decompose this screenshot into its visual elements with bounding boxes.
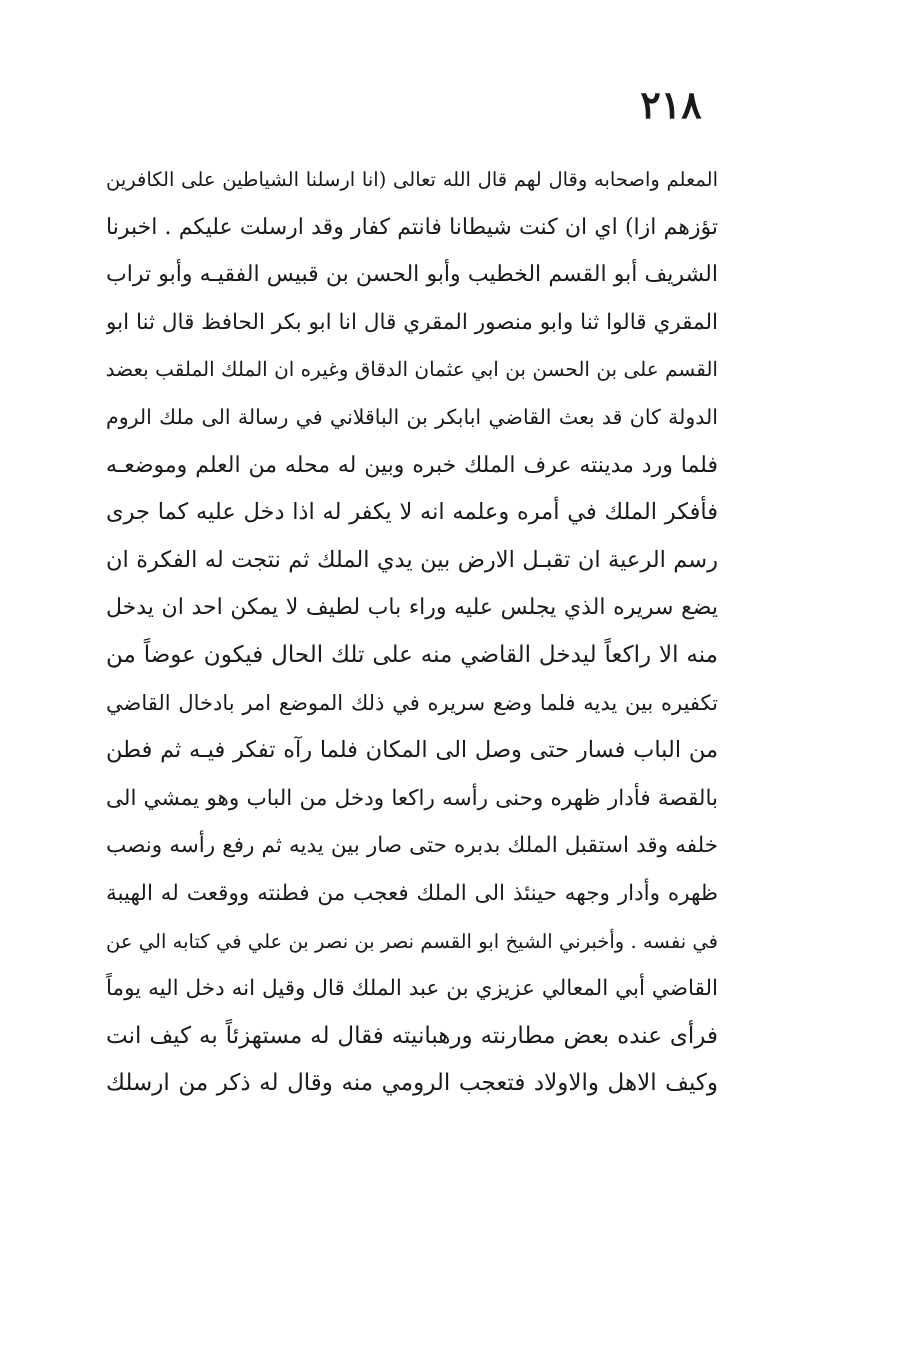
text-line: الدولة كان قد بعث القاضي ابابكر بن الباقلاني في رسالة الى ملك الروم <box>106 404 718 429</box>
text-line: ظهره وأدار وجهه حينئذ الى الملك فعجب من فطنته ووقعت له الهيبة <box>106 880 718 906</box>
text-line: تؤزهم ازا) اي ان كنت شيطانا فانتم كفار وقد ارسلت عليكم . اخبرنا <box>106 214 718 240</box>
text-line: المعلم واصحابه وقال لهم قال الله تعالى (انا ارسلنا الشياطين على الكافرين <box>106 168 718 191</box>
text-line: المقري قالوا ثنا وابو منصور المقري قال انا ابو بكر الحافظ قال ثنا ابو <box>106 309 718 335</box>
text-line: فرأى عنده بعض مطارنته ورهبانيته فقال له مستهزئاً به كيف انت <box>106 1022 718 1049</box>
text-line: يضع سريره الذي يجلس عليه وراء باب لطيف لا يمكن احد ان يدخل <box>106 595 718 621</box>
text-line: بالقصة فأدار ظهره وحنى رأسه راكعا ودخل من الباب وهو يمشي الى <box>106 785 718 811</box>
text-line: رسم الرعية ان تقبـل الارض بين يدي الملك ثم نتجت له الفكرة ان <box>106 546 718 573</box>
text-line: القاضي أبي المعالي عزيزي بن عبد الملك قال وقيل انه دخل اليه يوماً <box>106 976 718 1002</box>
text-line: من الباب فسار حتى وصل الى المكان فلما رآه تفكر فيـه ثم فطن <box>106 737 718 764</box>
text-line: وكيف الاهل والاولاد فتعجب الرومي منه وقال له ذكر من ارسلك <box>106 1070 718 1097</box>
text-line: القسم على بن الحسن بن ابي عثمان الدقاق وغيره ان الملك الملقب بعضد <box>106 357 718 382</box>
text-line: فأفكر الملك في أمره وعلمه انه لا يكفر له اذا دخل عليه كما جرى <box>106 499 718 526</box>
page-number: ٢١٨ <box>640 82 702 127</box>
text-line: خلفه وقد استقبل الملك بدبره حتى صار بين يديه ثم رفع رأسه ونصب <box>106 833 718 859</box>
text-line: منه الا راكعاً ليدخل القاضي منه على تلك الحال فيكون عوضاً من <box>106 641 718 668</box>
text-line: تكفيره بين يديه فلما وضع سريره في ذلك الموضع امر بادخال القاضي <box>106 690 718 715</box>
text-line: الشريف أبو القسم الخطيب وأبو الحسن بن قبيس الفقيـه وأبو تراب <box>106 262 718 288</box>
body-text <box>106 156 718 1108</box>
text-line: فلما ورد مدينته عرف الملك خبره وبين له محله من العلم وموضعـه <box>106 452 718 478</box>
text-line: في نفسه . وأخبرني الشيخ ابو القسم نصر بن نصر بن علي في كتابه الي عن <box>106 929 718 953</box>
